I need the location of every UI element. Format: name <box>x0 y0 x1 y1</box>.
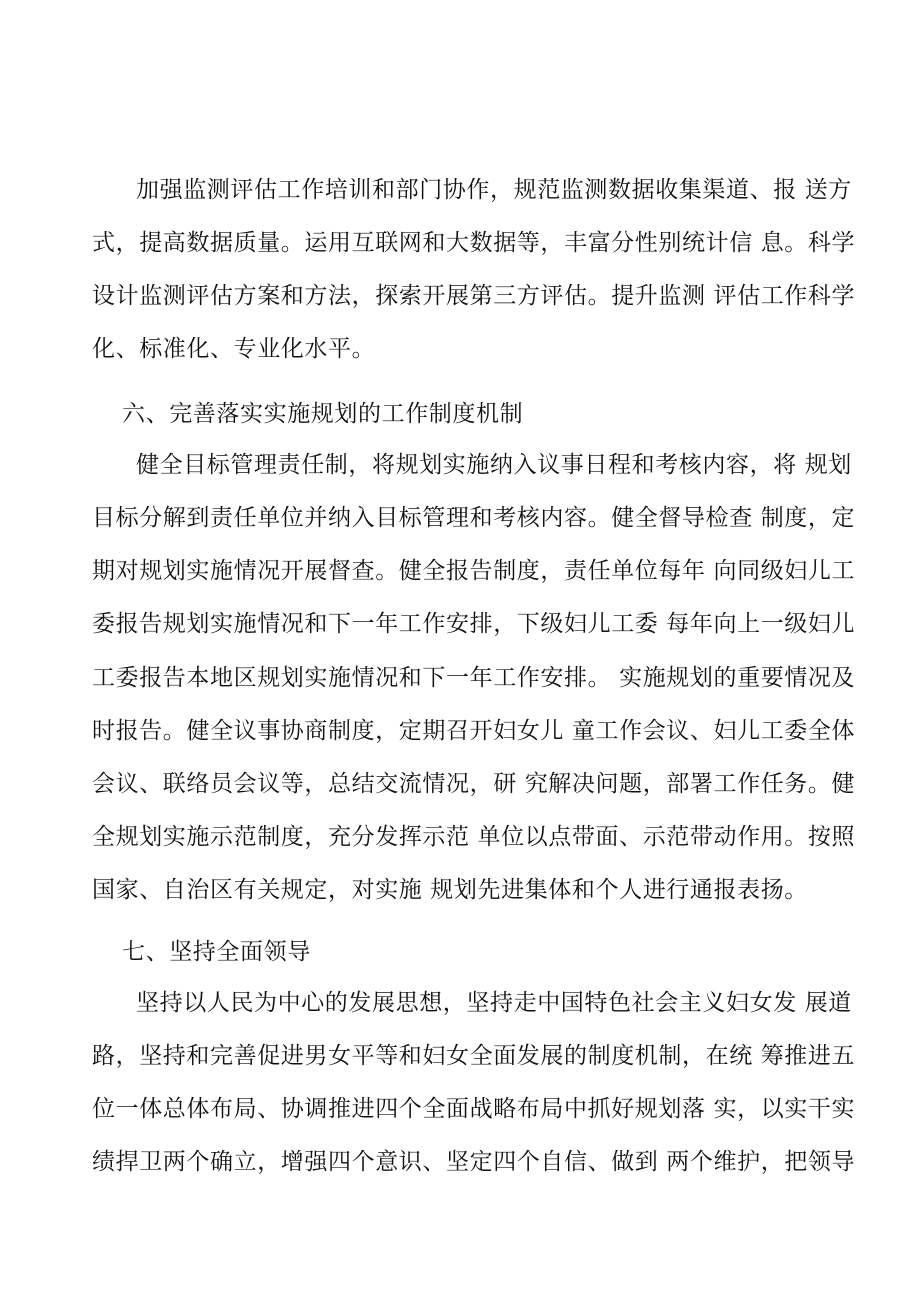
section-6-heading: 六、完善落实实施规划的工作制度机制 <box>122 401 524 427</box>
section-6-line-9: 国家、自治区有关规定，对实施 规划先进集体和个人进行通报表扬。 <box>92 877 808 903</box>
section-6-line-7: 会议、联络员会议等，总结交流情况，研 究解决问题，部署工作任务。健 <box>92 771 856 797</box>
section-7-line-1: 坚持以人民为中心的发展思想，坚持走中国特色社会主义妇女发 展道 <box>136 990 852 1016</box>
section-6-line-2: 目标分解到责任单位并纳入目标管理和考核内容。健全督导检查 制度，定 <box>92 505 856 531</box>
section-7-line-2: 路，坚持和完善促进男女平等和妇女全面发展的制度机制，在统 筹推进五 <box>92 1043 856 1069</box>
paragraph-1-line-1: 加强监测评估工作培训和部门协作，规范监测数据收集渠道、报 送方 <box>136 177 852 203</box>
section-6-line-4: 委报告规划实施情况和下一年工作安排，下级妇儿工委 每年向上一级妇儿 <box>92 611 856 637</box>
section-6-line-3: 期对规划实施情况开展督查。健全报告制度，责任单位每年 向同级妇儿工 <box>92 558 856 584</box>
section-7-line-4: 绩捍卫两个确立，增强四个意识、坚定四个自信、做到 两个维护，把领导 <box>92 1149 856 1175</box>
section-6-line-1: 健全目标管理责任制，将规划实施纳入议事日程和考核内容，将 规划 <box>136 452 852 478</box>
section-6-line-8: 全规划实施示范制度，充分发挥示范 单位以点带面、示范带动作用。按照 <box>92 824 856 850</box>
paragraph-1-line-2: 式，提高数据质量。运用互联网和大数据等，丰富分性别统计信 息。科学 <box>92 230 856 256</box>
section-6-line-5: 工委报告本地区规划实施情况和下一年工作安排。 实施规划的重要情况及 <box>92 665 856 691</box>
section-6-line-6: 时报告。健全议事协商制度，定期召开妇女儿 童工作会议、妇儿工委全体 <box>92 718 856 744</box>
paragraph-1-line-4: 化、标准化、专业化水平。 <box>92 336 376 362</box>
section-7-line-3: 位一体总体布局、协调推进四个全面战略布局中抓好规划落 实，以实干实 <box>92 1096 856 1122</box>
paragraph-1-line-3: 设计监测评估方案和方法，探索开展第三方评估。提升监测 评估工作科学 <box>92 283 856 309</box>
section-7-heading: 七、坚持全面领导 <box>122 939 311 965</box>
